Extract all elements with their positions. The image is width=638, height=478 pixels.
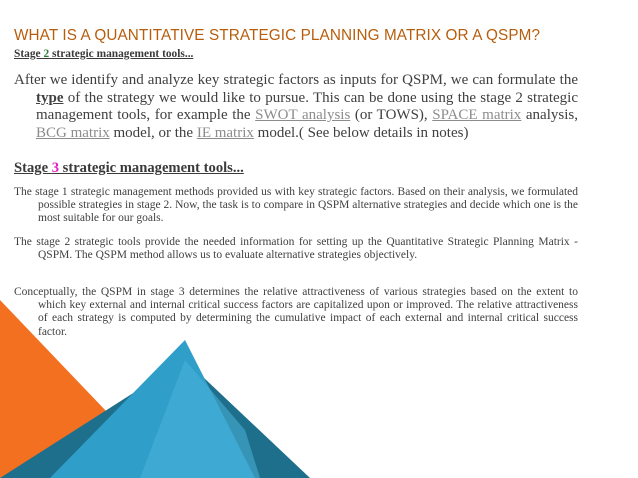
- stage3-heading: [14, 160, 244, 177]
- p1-text-2: of the strategy we would like to pursue. This can be done using the stage 2 strategic management tools, for example the: [36, 89, 578, 123]
- stage3-paragraph-3: Conceptually, the QSPM in stage 3 determines the relative attractiveness of various strategies based on the extent to which key external and internal critical success factors are capitalized upon or improved. The relative attractiveness of each strategy is computed by determining the cumulative impact of each external and internal critical success factor.: [14, 286, 578, 338]
- bcg-matrix-link[interactable]: BCG matrix: [36, 124, 110, 141]
- stage2-paragraph: [14, 72, 578, 142]
- p1-text-1: After we identify and analyze key strategic factors as inputs for QSPM, we can formulate the: [14, 72, 578, 88]
- stage3-number: 3: [51, 160, 59, 176]
- ie-matrix-link[interactable]: IE matrix: [196, 124, 254, 141]
- stage3-paragraph-2: The stage 2 strategic tools provide the needed information for setting up the Quantitative Strategic Planning Matrix - QSPM. The QSPM method allows us to evaluate alternative strategies objectively.: [14, 236, 578, 262]
- type-word: type: [36, 89, 64, 106]
- stage2-prefix: Stage: [14, 48, 44, 60]
- stage3-prefix: Stage: [14, 160, 52, 176]
- p1-text-5: model, or the: [109, 124, 197, 141]
- stage2-heading: [14, 48, 193, 60]
- p1-text-3: (or TOWS),: [350, 107, 433, 123]
- space-matrix-link[interactable]: SPACE matrix: [432, 107, 522, 123]
- stage2-suffix: strategic management tools...: [49, 48, 194, 60]
- stage2-number: 2: [43, 48, 50, 60]
- stage3-paragraph-1: The stage 1 strategic management methods provided us with key strategic factors. Based on their analysis, we formulated possible strategies in stage 2. Now, the task is to compare in QSPM alternative strategies and decide which one is the most suitable for our goals.: [14, 186, 578, 225]
- swot-analysis-link[interactable]: SWOT analysis: [255, 107, 351, 123]
- stage3-suffix: strategic management tools...: [59, 160, 244, 176]
- slide-title: WHAT IS A QUANTITATIVE STRATEGIC PLANNING MATRIX OR A QSPM?: [14, 27, 541, 44]
- p1-text-4: analysis,: [521, 107, 578, 123]
- p1-text-6: model.( See below details in notes): [253, 124, 469, 141]
